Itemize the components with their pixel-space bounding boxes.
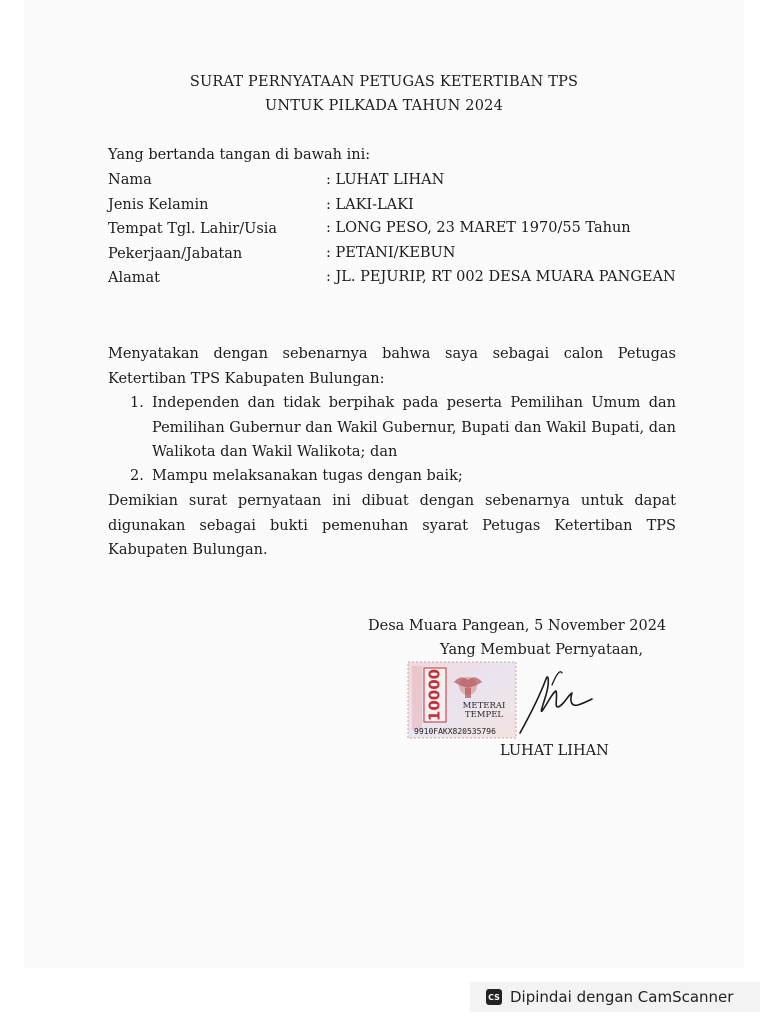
field-label-pekerjaan: Pekerjaan/Jabatan — [108, 246, 243, 262]
list-item-number-2: 2. — [130, 468, 144, 484]
document-title-line-1: SURAT PERNYATAAN PETUGAS KETERTIBAN TPS — [189, 74, 579, 90]
handwritten-signature — [500, 655, 600, 735]
statement-paragraph: Menyatakan dengan sebenarnya bahwa saya sebagai calon Petugas Ketertiban TPS Kabupaten Bulungan: — [108, 346, 676, 387]
field-label-ttl-usia: Tempat Tgl. Lahir/Usia — [108, 221, 278, 237]
signer-name: LUHAT LIHAN — [500, 743, 609, 759]
field-label-alamat: Alamat — [108, 270, 160, 286]
intro-text: Yang bertanda tangan di bawah ini: — [108, 147, 371, 163]
field-value-ttl-usia: : LONG PESO, 23 MARET 1970/55 Tahun — [326, 220, 631, 236]
list-item-number-1: 1. — [130, 395, 144, 411]
field-value-nama: : LUHAT LIHAN — [326, 172, 445, 188]
field-value-pekerjaan: : PETANI/KEBUN — [326, 245, 456, 261]
closing-paragraph: Demikian surat pernyataan ini dibuat dengan sebenarnya untuk dapat digunakan sebagai bukti pemenuhan syarat Petugas Ketertiban TPS Kabupaten Bulungan. — [108, 493, 676, 558]
camscanner-badge — [470, 982, 760, 1012]
place-date: Desa Muara Pangean, 5 November 2024 — [368, 618, 667, 634]
list-item-text-2: Mampu melaksanakan tugas dengan baik; — [152, 468, 463, 484]
document-title-line-2: UNTUK PILKADA TAHUN 2024 — [265, 98, 503, 114]
camscanner-text: Dipindai dengan CamScanner — [510, 988, 734, 1006]
meterai-value: 10000 — [425, 668, 444, 722]
list-item-text-1: Independen dan tidak berpihak pada peserta Pemilihan Umum dan Pemilihan Gubernur dan Wakil Gubernur, Bupati dan Wakil Bupati, dan Walikota dan Wakil Walikota; dan — [152, 395, 676, 460]
meterai-label-1: METERAI — [462, 701, 506, 711]
field-label-jenis-kelamin: Jenis Kelamin — [108, 197, 209, 213]
field-value-jenis-kelamin: : LAKI-LAKI — [326, 197, 414, 213]
field-label-nama: Nama — [108, 172, 152, 188]
field-value-alamat: : JL. PEJURIP, RT 002 DESA MUARA PANGEAN — [326, 269, 676, 285]
meterai-serial: 9910FAKX820535796 — [414, 727, 496, 736]
camscanner-logo-icon: CS — [486, 989, 502, 1005]
signer-caption: Yang Membuat Pernyataan, — [440, 642, 644, 658]
meterai-label-2: TEMPEL — [464, 710, 504, 720]
